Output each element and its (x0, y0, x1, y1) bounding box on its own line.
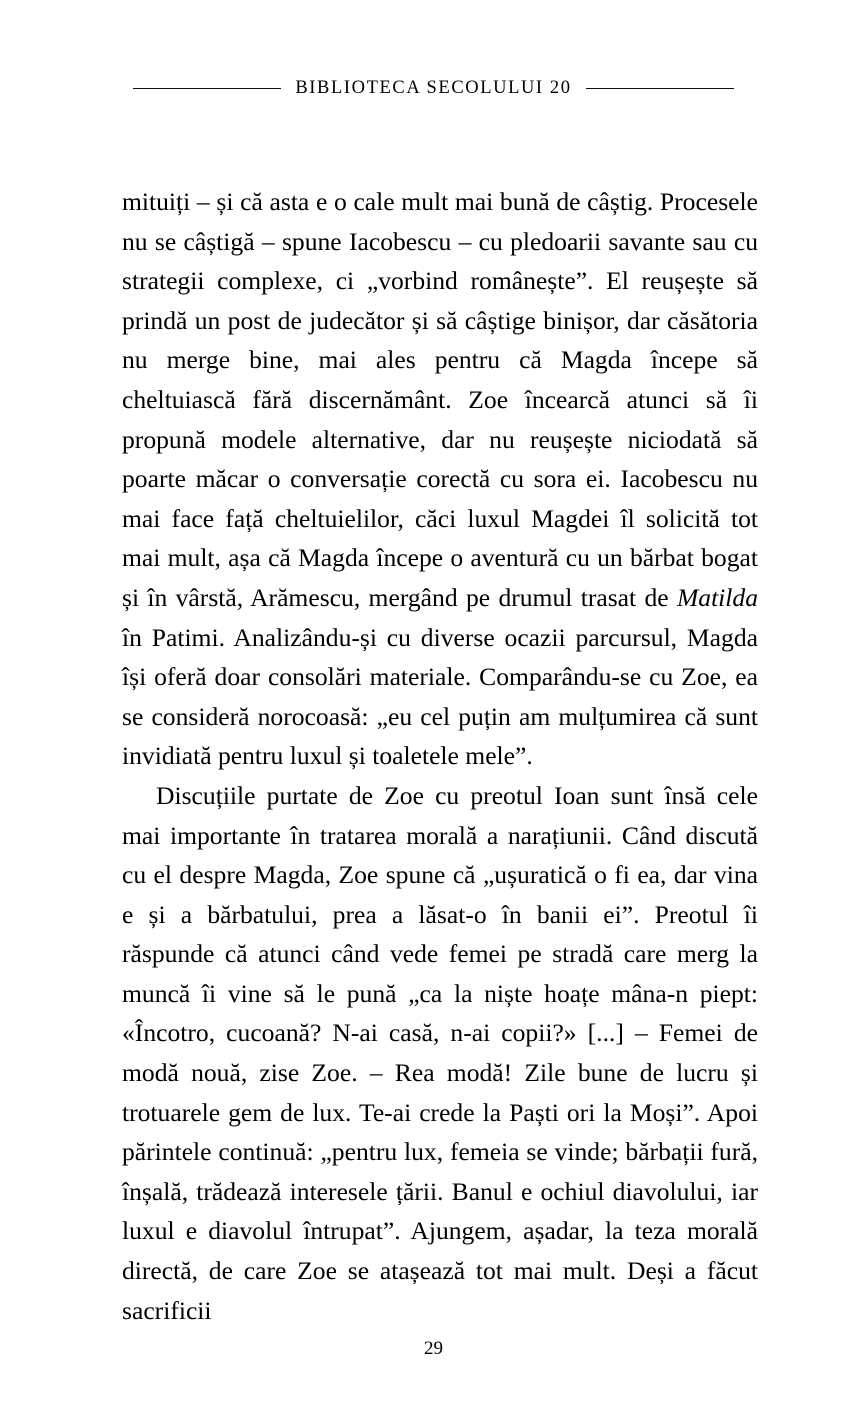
paragraph-1-tail: în Patimi. Analizându-și cu diverse ocazii parcursul, Magda își oferă doar consolări materiale. Comparându-se cu Zoe, ea se consideră norocoasă: „eu cel puțin am mulțumirea că sunt invidiată pentru luxul și toaletele mele”. (122, 622, 758, 771)
paragraph-1-head: mituiți – și că asta e o cale mult mai bună de câștig. Procesele nu se câștigă – spune Iacobescu – cu pledoarii savante sau cu strategii complexe, ci „vorbind românește”. El reușește să prindă un post de judecător și să câștige binișor, dar căsătoria nu merge bine, mai ales pentru că Magda începe să cheltuiască fără discernământ. Zoe încearcă atunci să îi propună modele alternative, dar nu reușește niciodată să poarte măcar o conversație corectă cu sora ei. Iacobescu nu mai face față cheltuielilor, căci luxul Magdei îl solicită tot mai mult, așa că Magda începe o aventură cu un bărbat bogat și în vârstă, Arămescu, mergând pe drumul trasat de (122, 187, 758, 612)
running-head-title: BIBLIOTECA SECOLULUI 20 (295, 78, 572, 98)
running-head-rule-left (133, 88, 281, 89)
running-head-rule-right (586, 88, 734, 89)
body-text (122, 182, 758, 1330)
paragraph-1 (122, 182, 758, 776)
running-head (0, 78, 867, 99)
page-number: 29 (424, 1338, 443, 1359)
paragraph-2: Discuțiile purtate de Zoe cu preotul Ioan sunt însă cele mai importante în tratarea morală a narațiunii. Când discută cu el despre Magda, Zoe spune că „ușuratică o fi ea, dar vina e și a bărbatului, prea a lăsat-o în banii ei”. Preotul îi răspunde că atunci când vede femei pe stradă care merg la muncă îi vine să le pună „ca la niște hoațe mâna-n piept: «Încotro, cucoană? N-ai casă, n-ai copii?» [...] – Femei de modă nouă, zise Zoe. – Rea modă! Zile bune de lucru și trotuarele gem de lux. Te-ai crede la Paști ori la Moși”. Apoi părintele continuă: „pentru lux, femeia se vinde; bărbații fură, înșală, trădează interesele țării. Banul e ochiul diavolului, iar luxul e diavolul întrupat”. Ajungem, așadar, la teza morală directă, de care Zoe se atașează tot mai mult. Deși a făcut sacrificii (122, 780, 758, 1325)
paragraph-1-italic-title: Matilda (676, 582, 758, 612)
